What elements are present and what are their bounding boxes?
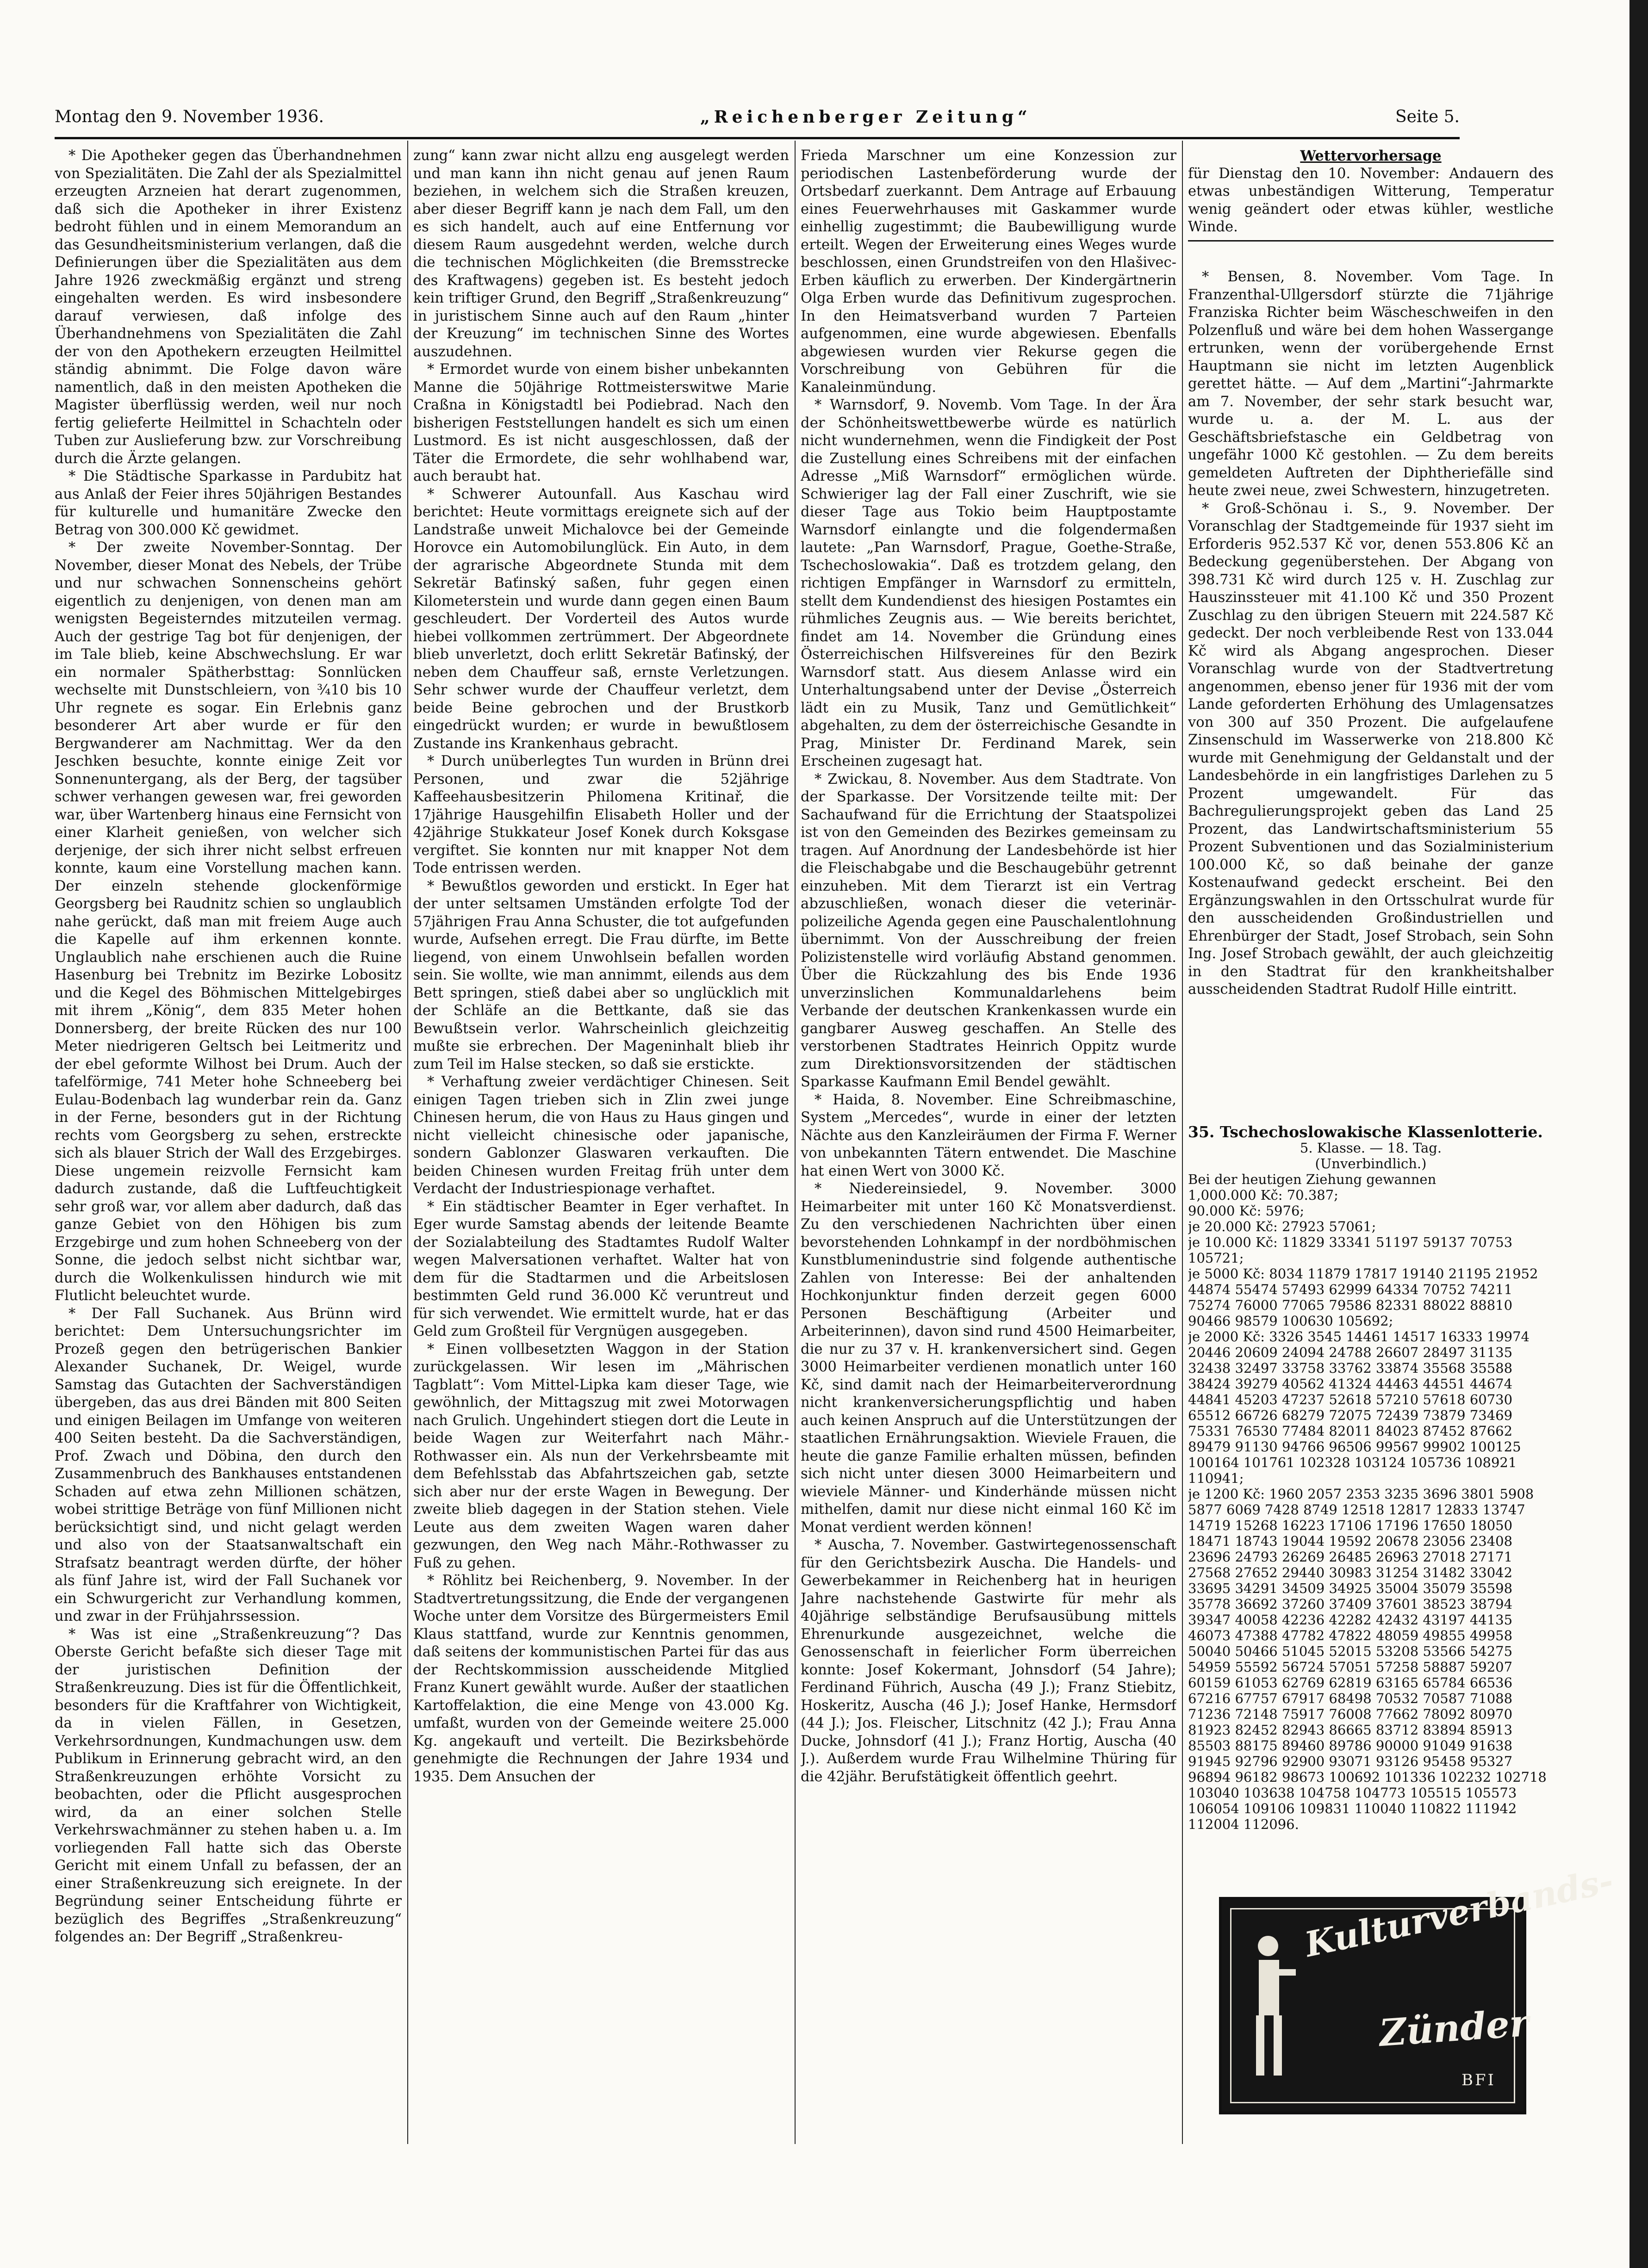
lottery-line: je 5000 Kč: 8034 11879 17817 19140 21195 21952 44874 55474 57493 62999 64334 70752 74211 75274 76000 77065 79586 82331 88022 88810 90466 98579 100630 105692; — [1188, 1266, 1538, 1329]
lottery-class: 5. Klasse. — 18. Tag. — [1300, 1140, 1442, 1156]
header-rule — [55, 137, 1460, 139]
page-edge — [1629, 0, 1648, 2268]
lottery-line: je 2000 Kč: 3326 3545 14461 14517 16333 19974 20446 20609 24094 24788 26607 28497 31135 32438 32497 33758 33762 33874 35568 35588 38424 39279 40562 41324 44463 44551 44674 44841 45203 47237 52618 57210 57618 60730 65512 66726 68279 72075 72439 73879 73469 75331 76530 77484 82011 84023 87452 87662 89479 91130 94766 96506 99567 99902 100125 100164 101761 102328 103124 105736 108921 110941; — [1188, 1329, 1530, 1486]
article: * Die Apotheker gegen das Überhandnehmen von Spezialitäten. Die Zahl der als Spezialmittel erzeugten Arzneien hat derart zugenommen, daß sich die Apotheker in ihrer Existenz bedroht fühlen und in einem Memorandum an das Gesundheitsministerium verlangen, daß die Definierungen über die Spezialitäten aus dem Jahre 1926 zweckmäßig ergänzt und streng eingehalten werden. Es wird insbesondere darauf verwiesen, daß infolge des Überhandnehmens von Spezialitäten die Zahl der von den Apothekern erzeugten Heilmittel ständig abnimmt. Die Folge davon wäre namentlich, daß in den meisten Apotheken die Magister überflüssig werden, weil nur noch fertig gelieferte Heilmittel in Schachteln oder Tuben zur Auslieferung bzw. zur Vorschreibung durch die Ärzte gelangen. — [55, 148, 402, 467]
advertisement — [1219, 1860, 1617, 2114]
article: * Warnsdorf, 9. Novemb. Vom Tage. In der Ära der Schönheitswettbewerbe würde es natürlich nicht wundernehmen, wenn die Findigkeit der Post die Zustellung eines Schreibens mit der einfachen Adresse „Miß Warnsdorf“ ermöglichen würde. Schwieriger lag der Fall einer Zuschrift, wie sie dieser Tage aus Tokio beim Hauptpostamte Warnsdorf einlangte und die folgendermaßen lautete: „Pan Warnsdorf, Prague, Goethe-Straße, Tschechoslowakia“. Daß es trotzdem gelang, den richtigen Empfänger in Warnsdorf zu ermitteln, stellt dem Kundendienst des hiesigen Postamtes ein rühmliches Zeugnis aus. — Wie bereits berichtet, findet am 14. November die Gründung eines Österreichischen Hilfsvereines für den Bezirk Warnsdorf statt. Aus diesem Anlasse wird ein Unterhaltungsabend unter der Devise „Österreich lädt ein zu Musik, Tanz und Gemütlichkeit“ abgehalten, zu dem der österreichische Gesandte in Prag, Minister Dr. Ferdinand Marek, sein Erscheinen zugesagt hat. — [801, 397, 1176, 769]
weather-title: Wettervorhersage — [1300, 148, 1442, 164]
lottery-note: (Unverbindlich.) — [1315, 1156, 1427, 1171]
column-1 — [55, 147, 402, 2144]
column-2 — [413, 147, 789, 2144]
article: * Die Städtische Sparkasse in Pardubitz hat aus Anlaß der Feier ihres 50jährigen Bestandes für kulturelle und humanitäre Zwecke den Betrag von 300.000 Kč gewidmet. — [55, 468, 402, 538]
article: * Zwickau, 8. November. Aus dem Stadtrate. Von der Sparkasse. Der Vorsitzende teilte mit: Der Sachaufwand für die Errichtung der Staatspolizei ist von den Gemeinden des Bezirkes gemeinsam zu tragen. Auf Anordnung der Landesbehörde ist hier die Fleischabgabe und die Beschaugebühr getrennt einzuheben. Mit dem Tierarzt ist ein Vertrag abzuschließen, wonach dieser die veterinär-polizeiliche Agenda gegen eine Pauschalentlohnung übernimmt. Von der Ausschreibung der freien Polizistenstelle wird vorläufig Abstand genommen. Über die Rückzahlung des bis Ende 1936 unverzinslichen Kommunaldarlehens beim Verbande der deutschen Krankenkassen wurde ein gangbarer Ausweg geschaffen. An Stelle des verstorbenen Stadtrates Heinrich Oppitz wurde zum Direktionsvorsitzenden der städtischen Sparkasse Kaufmann Emil Bendel gewählt. — [801, 771, 1176, 1090]
article: zung“ kann zwar nicht allzu eng ausgelegt werden und man kann ihn nicht genau auf jenen Raum beziehen, in welchem sich die Straßen kreuzen, aber dieser Begriff kann je nach dem Fall, um den es sich handelt, auch auf eine Entfernung vor diesem Raum ausgedehnt werden, welche durch die technischen Möglichkeiten (die Bremsstrecke des Kraftwagens) gegeben ist. Es besteht jedoch kein triftiger Grund, den Begriff „Straßenkreuzung“ in juristischem Sinne auch auf den Raum „hinter der Kreuzung“ im technischen Sinne des Wortes auszudehnen. — [413, 148, 789, 360]
ad-figure-illustration — [1240, 1927, 1296, 2085]
weather-forecast — [1188, 147, 1554, 247]
lottery-line: je 1200 Kč: 1960 2057 2353 3235 3696 3801 5908 5877 6069 7428 8749 12518 12817 12833 13747 14719 15268 16223 17106 17196 17650 18050 18471 18743 19044 19592 20678 23056 23408 23696 24793 26269 26485 26963 27018 27171 27568 27652 29440 30983 31254 31482 33042 33695 34291 34509 34925 35004 35079 35598 35778 36692 37260 37409 37601 38523 38794 39347 40058 42236 42282 42432 43197 44135 46073 47388 47782 47822 48059 49855 49958 50040 50466 51045 52015 53208 53566 54275 54959 55592 56724 57051 57258 58887 59207 60159 61053 62769 62819 63165 65784 66536 67216 67757 67917 68498 70532 70587 71088 71236 72148 75917 76008 77662 78092 80970 81923 82452 82943 86665 83712 83894 85913 85503 88175 89460 89786 90000 91049 91638 91945 92796 92900 93071 93126 95458 95327 96894 96182 98673 100692 101336 102232 102718 103040 103638 104758 104773 105515 105573 106054 109106 109831 110040 110822 111942 112004 112096. — [1188, 1486, 1547, 1832]
article: * Bewußtlos geworden und erstickt. In Eger hat der unter seltsamen Umständen erfolgte Tod der 57jährigen Frau Anna Schuster, die tot aufgefunden wurde, Aufsehen erregt. Die Frau dürfte, im Bette liegend, von einem Unwohlsein befallen worden sein. Sie wollte, wie man annimmt, eilends aus dem Bett springen, stieß dabei aber so unglücklich mit der Schläfe an die Bettkante, daß sie das Bewußtsein verlor. Wahrscheinlich gleichzeitig mußte sie erbrechen. Der Mageninhalt blieb ihr zum Teil im Halse stecken, so daß sie erstickte. — [413, 878, 789, 1072]
weather-rule — [1188, 240, 1554, 242]
column-4 — [1188, 268, 1554, 1106]
article: * Durch unüberlegtes Tun wurden in Brünn drei Personen, und zwar die 52jährige Kaffeehausbesitzerin Philomena Kritinař, die 17jährige Hausgehilfin Elisabeth Holler und der 42jährige Stukkateur Josef Konek durch Koksgase vergiftet. Sie konnten nur mit knapper Not dem Tode entrissen werden. — [413, 753, 789, 876]
article: * Schwerer Autounfall. Aus Kaschau wird berichtet: Heute vormittags ereignete sich auf der Landstraße unweit Michalovce bei der Gemeinde Horovce ein Automobilunglück. Ein Auto, in dem der agrarische Abgeordnete Stunda mit dem Sekretär Baťinský saßen, fuhr gegen einen Kilometerstein und wurde dann gegen einen Baum geschleudert. Der Vorderteil des Autos wurde hiebei vollkommen zertrümmert. Der Abgeordnete blieb unverletzt, doch erlitt Sekretär Baťinský, der neben dem Chauffeur saß, ernste Verletzungen. Sehr schwer wurde der Chauffeur verletzt, dem beide Beine gebrochen und der Brustkorb eingedrückt wurden; er wurde in bewußtlosem Zustande ins Krankenhaus gebracht. — [413, 486, 789, 752]
article: * Der zweite November-Sonntag. Der November, dieser Monat des Nebels, der Trübe und nur schwachen Sonnenscheins gehört eigentlich zu denjenigen, von denen man am wenigsten Begeisterndes mitzuteilen vermag. Auch der gestrige Tag bot für denjenigen, der im Tale blieb, keine Abschwechslung. Er war ein normaler Spätherbsttag: Sonnlücken wechselte mit Dunstschleiern, von ¾10 bis 10 Uhr regnete es sogar. Ein Erlebnis ganz besonderer Art aber wurde er für den Bergwanderer am Nachmittag. Wer da den Jeschken besuchte, konnte einige Zeit vor Sonnenuntergang, als der Berg, der tagsüber schwer verhangen gewesen war, frei geworden war, über Wartenberg hinaus eine Fernsicht von einer Klarheit genießen, von welcher sich derjenige, der sich ihrer nicht selbst erfreuen konnte, kaum eine Vorstellung machen kann. Der einzeln stehende glockenförmige Georgsberg bei Raudnitz schien so unglaublich nahe gerückt, daß man mit freiem Auge auch die Kapelle auf ihm erkennen konnte. Unglaublich nahe erschienen auch die Ruine Hasenburg bei Trebnitz im Bezirke Lobositz und die Kegel des Böhmischen Mittelgebirges mit ihrem „König“, dem 835 Meter hohen Donnersberg, der breite Rücken des nur 100 Meter niedrigeren Geltsch bei Leitmeritz und der ebel geformte Wilhost bei Drum. Auch der tafelförmige, 741 Meter hohe Schneeberg bei Eulau-Bodenbach lag wunderbar rein da. Ganz in der Ferne, besonders gut in der Richtung rechts vom Georgsberg zu sehen, erstreckte sich als blauer Strich der Wall des Erzgebirges. Diese ungemein reizvolle Fernsicht kam dadurch zustande, daß die Luftfeuchtigkeit sehr groß war, vor allem aber dadurch, daß das ganze Gebiet von den Höhigen bis zum Erzgebirge und zum hohen Schneeberg von der Sonne, die jedoch selbst nicht sichtbar war, durch die Wolkenkulissen hindurch wie mit Flutlicht beleuchtet wurde. — [55, 539, 402, 1304]
article: * Einen vollbesetzten Waggon in der Station zurückgelassen. Wir lesen im „Mährischen Tagblatt“: Vom Mittel-Lipka kam dieser Tage, wie gewöhnlich, der Mittagszug mit zwei Motorwagen nach Grulich. Ungehindert stiegen dort die Leute in beide Wagen zur Weiterfahrt nach Mähr.-Rothwasser ein. Als nun der Verkehrsbeamte mit dem Befehlsstab das Abfahrtszeichen gab, setzte sich aber nur der erste Wagen in Bewegung. Der zweite blieb dagegen in der Station stehen. Viele Leute aus dem zweiten Wagen waren daher gezwungen, den Weg nach Mähr.-Rothwasser zu Fuß zu gehen. — [413, 1341, 789, 1571]
article: * Was ist eine „Straßenkreuzung“? Das Oberste Gericht befaßte sich dieser Tage mit der juristischen Definition der Straßenkreuzung. Dies ist für die Öffentlichkeit, besonders für die Kraftfahrer von Wichtigkeit, da in vielen Fällen, in Gesetzen, Verkehrsordnungen, Kundmachungen usw. dem Publikum in Erinnerung gebracht wird, an den Straßenkreuzungen erhöhte Vorsicht zu beobachten, oder die Pflicht ausgesprochen wird, da an einer solchen Stelle Verkehrswachmänner zu stehen haben u. a. Im vorliegenden Fall hatte sich das Oberste Gericht mit einem Unfall zu befassen, der an einer Straßenkreuzung sich ereignete. In der Begründung seiner Entscheidung führte er bezüglich des Begriffes „Straßenkreuzung“ folgendes an: Der Begriff „Straßenkreu- — [55, 1626, 402, 1945]
ad-title-line-2: Zünder — [1378, 2001, 1530, 2055]
column-divider — [1182, 141, 1183, 2144]
column-divider — [407, 141, 408, 2144]
lottery-line: 1,000.000 Kč: 70.387; — [1188, 1187, 1338, 1203]
ad-brand: BFI — [1461, 2071, 1496, 2089]
lottery-line: 90.000 Kč: 5976; — [1188, 1203, 1305, 1219]
lottery-title: 35. Tschechoslowakische Klassenlotterie. — [1188, 1124, 1543, 1141]
header-page-number: Seite 5. — [1395, 107, 1460, 126]
ad-title-line-1: Kulturverbands- — [1301, 1860, 1617, 1965]
article: * Bensen, 8. November. Vom Tage. In Franzenthal-Ullgersdorf stürzte die 71jährige Franziska Richter beim Wäscheschweifen in den Polzenfluß und wäre bei dem hohen Wassergange ertrunken, wenn der vorübergehende Ernst Hauptmann sie nicht im letzten Augenblick gerettet hätte. — Auf dem „Martini“-Jahrmarkte am 7. November, der sehr stark besucht war, wurde u. a. der M. L. aus der Geschäftsbriefstasche ein Geldbetrag von ungefähr 1000 Kč gestohlen. — Zu dem bereits gemeldeten Auftreten der Diphtheriefälle sind heute zwei neue, zwei Schwestern, hinzugetreten. — [1188, 269, 1554, 499]
header-title: „Reichenberger Zeitung“ — [700, 107, 1032, 127]
article: * Röhlitz bei Reichenberg, 9. November. In der Stadtvertretungssitzung, die Ende der vergangenen Woche unter dem Vorsitze des Bürgermeisters Emil Klaus stattfand, wurde zur Kenntnis genommen, daß seitens der kommunistischen Partei für das aus der Rechtskommission ausscheidende Mitglied Franz Kunert gewählt wurde. Außer der staatlichen Kartoffelaktion, die eine Menge von 43.000 Kg. umfaßt, wurden von der Gemeinde weitere 25.000 Kg. angekauft und verteilt. Die Bezirksbehörde genehmigte die Rechnungen der Jahre 1934 und 1935. Dem Ansuchen der — [413, 1573, 789, 1785]
page-header — [55, 107, 1460, 133]
article: * Auscha, 7. November. Gastwirtegenossenschaft für den Gerichtsbezirk Auscha. Die Handels- und Gewerbekammer in Reichenberg hat in heurigen Jahre nachstehende Gastwirte für mehr als 40jährige selbständige Berufsausübung mittels Ehrenurkunde ausgezeichnet, welche die Genossenschaft in feierlicher Form überreichen konnte: Josef Kokermant, Johnsdorf (54 Jahre); Ferdinand Führich, Auscha (49 J.); Franz Stiebitz, Hoskeritz, Auscha (46 J.); Josef Hanke, Hermsdorf (44 J.); Jos. Fleischer, Litschnitz (42 J.); Frau Anna Ducke, Johnsdorf (41 J.); Franz Hortig, Auscha (40 J.). Außerdem wurde Frau Wilhelmine Thüring für die 42jähr. Berufstätigkeit öffentlich geehrt. — [801, 1537, 1176, 1785]
article: Frieda Marschner um eine Konzession zur periodischen Lastenbeförderung wurde der Ortsbedarf zuerkannt. Dem Antrage auf Erbauung eines Feuerwehrhauses mit Gaskammer wurde einhellig zugestimmt; die Baubewilligung wurde erteilt. Wegen der Erweiterung eines Weges wurde beschlossen, einen Grundstreifen von den Hlašivec-Erben käuflich zu erwerben. Der Kindergärtnerin Olga Erben wurde das Definitivum zugesprochen. In den Heimatsverband wurden 7 Parteien aufgenommen, eine wurde abgewiesen. Ebenfalls abgewiesen wurden vier Rekurse gegen die Vorschreibung von Gebühren für die Kanaleinmündung. — [801, 148, 1176, 396]
lottery-line: je 10.000 Kč: 11829 33341 51197 59137 70753 105721; — [1188, 1234, 1513, 1266]
column-3 — [801, 147, 1176, 2144]
weather-text: für Dienstag den 10. November: Andauern des etwas unbeständigen Witterung, Temperatur wenig geändert oder etwas kühler, westliche Winde. — [1188, 165, 1554, 235]
lottery-results — [1188, 1124, 1554, 1883]
article: * Niedereinsiedel, 9. November. 3000 Heimarbeiter mit unter 160 Kč Monatsverdienst. Zu den verschiedenen Nachrichten über einen bevorstehenden Lohnkampf in der nordböhmischen Kunstblumenindustrie sind folgende authentische Zahlen von Interesse: Bei der anhaltenden Hochkonjunktur finden derzeit gegen 6000 Personen Beschäftigung (Arbeiter und Arbeiterinnen), davon sind rund 4500 Heimarbeiter, die nur zu 37 v. H. krankenversichert sind. Gegen 3000 Heimarbeiter verdienen monatlich unter 160 Kč, sind damit nach der Heimarbeiterverordnung nicht krankenversicherungspflichtig und haben auch keinen Anspruch auf die Unterstützungen der staatlichen Ernährungsaktion. Wieviele Frauen, die heute die ganze Familie erhalten müssen, befinden sich nicht unter diesen 3000 Heimarbeitern und wieviele Männer- und Kinderhände müssen nicht mithelfen, damit nur diese nicht einmal 160 Kč im Monat verdient werden können! — [801, 1181, 1176, 1536]
lottery-line: Bei der heutigen Ziehung gewannen — [1188, 1171, 1437, 1187]
column-divider — [795, 141, 796, 2144]
article: * Groß-Schönau i. S., 9. November. Der Voranschlag der Stadtgemeinde für 1937 sieht im Erforderis 952.537 Kč vor, denen 553.806 Kč an Bedeckung gegenüberstehen. Der Abgang von 398.731 Kč wird durch 125 v. H. Zuschlag zur Hauszinssteuer mit 41.100 Kč und 350 Prozent Zuschlag zu den übrigen Steuern mit 224.587 Kč gedeckt. Der noch verbleibende Rest von 133.044 Kč wird als Abgang angesprochen. Dieser Voranschlag wurde von der Stadtvertretung angenommen, ebenso jener für 1936 mit der vom Lande geforderten Erhöhung des Umlagensatzes von 300 auf 350 Prozent. Die aufgelaufene Zinsenschuld im Wasserwerke von 218.800 Kč wurde mit Genehmigung der Geldanstalt und der Landesbehörde in ein langfristiges Darlehen zu 5 Prozent umgewandelt. Für das Bachregulierungsprojekt geben das Land 25 Prozent, das Landwirtschaftsministerium 55 Prozent Subventionen und das Sozialministerium 100.000 Kč, so daß beinahe der ganze Kostenaufwand gedeckt erscheint. Bei den Ergänzungswahlen in den Ortsschulrat wurde für den ausscheidenden Großindustriellen und Ehrenbürger der Stadt, Josef Strobach, sein Sohn Ing. Josef Strobach gewählt, der auch gleichzeitig in den Stadtrat für den krankheitshalber ausscheidenden Stadtrat Rudolf Hille eintritt. — [1188, 500, 1554, 998]
article: * Verhaftung zweier verdächtiger Chinesen. Seit einigen Tagen trieben sich in Zlin zwei junge Chinesen herum, die von Haus zu Haus gingen und nicht vielleicht chinesische oder japanische, sondern Gablonzer Glaswaren verkauften. Die beiden Chinesen wurden Freitag früh unter dem Verdacht der Industriespionage verhaftet. — [413, 1074, 789, 1197]
header-date: Montag den 9. November 1936. — [55, 107, 324, 126]
article: * Ein städtischer Beamter in Eger verhaftet. In Eger wurde Samstag abends der leitende Beamte der Sozialabteilung des Stadtamtes Rudolf Walter wegen Malversationen verhaftet. Walter hat von dem für die Stadtarmen und die Arbeitslosen bestimmten Geld rund 36.000 Kč veruntreut und für sich verwendet. Wie ermittelt wurde, hat er das Geld zum Großteil für Vergnügen ausgegeben. — [413, 1198, 789, 1339]
article: * Der Fall Suchanek. Aus Brünn wird berichtet: Dem Untersuchungsrichter im Prozeß gegen den betrügerischen Bankier Alexander Suchanek, Dr. Weigel, wurde Samstag das Gutachten der Sachverständigen übergeben, das aus drei Bänden mit 800 Seiten und einigen Beilagen im Umfange von weiteren 400 Seiten besteht. Da die Sachverständigen, Prof. Zwach und Döbina, den durch den Zusammenbruch des Bankhauses entstandenen Schaden auf etwa zehn Millionen schätzen, wobei strittige Beträge von fünf Millionen nicht berücksichtigt sind, und nicht gelagt werden und also von der Staatsanwaltschaft ein Strafsatz beantragt werden dürfte, der höher als fünf Jahre ist, wird der Fall Suchanek vor ein Schwurgericht zur Verhandlung kommen, und zwar in der Frühjahrssession. — [55, 1305, 402, 1624]
article: * Haida, 8. November. Eine Schreibmaschine, System „Mercedes“, wurde in einer der letzten Nächte aus den Kanzleiräumen der Firma F. Werner von unbekannten Tätern entwendet. Die Maschine hat einen Wert von 3000 Kč. — [801, 1091, 1176, 1179]
lottery-line: je 20.000 Kč: 27923 57061; — [1188, 1219, 1376, 1234]
article: * Ermordet wurde von einem bisher unbekannten Manne die 50jährige Rottmeisterswitwe Marie Craßna in Königstadtl bei Podiebrad. Nach den bisherigen Feststellungen handelt es sich um einen Lustmord. Es ist nicht ausgeschlossen, daß der Täter die Ermordete, die sehr wohlhabend war, auch beraubt hat. — [413, 361, 789, 484]
